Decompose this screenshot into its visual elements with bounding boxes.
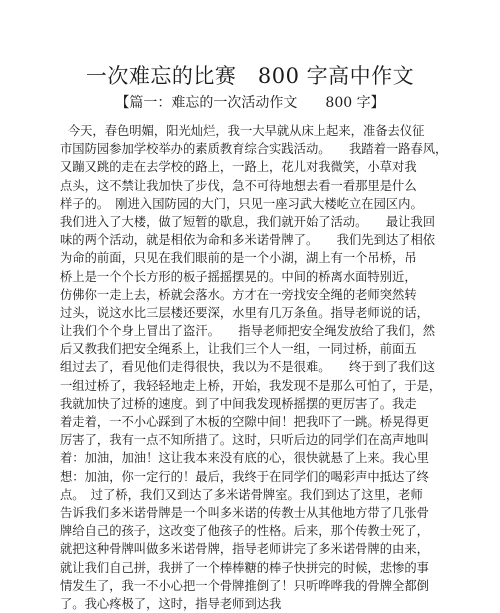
essay-line: 仿佛你一走上去，桥就会落水。方才在一旁找安全绳的老师突然转 xyxy=(60,287,417,302)
essay-line: 味的两个活动，就是相依为命和多米诺骨牌了。 我们先到达了相依 xyxy=(60,233,436,248)
essay-line: 着走着，一不小心踩到了木板的空隙中间！把我吓了一跳。桥晃得更 xyxy=(60,415,429,429)
essay-line: 我就加快了过桥的速度。到了中间我发现桥摇摆的更厉害了。我走 xyxy=(60,396,417,411)
essay-line: 市国防园参加学校举办的素质教育综合实践活动。 我踏着一路春风， xyxy=(60,142,448,157)
essay-line: 就把这种骨牌叫做多米诺骨牌，指导老师讲完了多米诺骨牌的由来， xyxy=(60,542,429,557)
essay-line: 我们进入了大楼，做了短暂的歇息，我们就开始了活动。 最让我回 xyxy=(60,214,436,229)
essay-line: 今天，春色明媚，阳光灿烂，我一大早就从床上起来，准备去仪征 xyxy=(60,124,425,138)
essay-line: 就让我们自己拼，我拼了一个棒棒糖的棒子快拼完的时候，悲惨的事 xyxy=(60,560,429,575)
essay-line: 牌给自己的孩子，这改变了他孩子的性格。后来，那个传教士死了， xyxy=(60,524,429,539)
essay-line: 组过去了，看见他们走得很快，我以为不是很难。 终于到了我们这 xyxy=(60,360,436,375)
essay-line: 点。 过了桥，我们又到达了多米诺骨牌室。我们到达了这里，老师 xyxy=(60,487,423,502)
essay-line: 告诉我们多米诺骨牌是一个叫多米诺的传教士从其他地方带了几张骨 xyxy=(60,505,429,520)
essay-line: 想：加油，你一定行的！最后，我终于在同学们的喝彩声中抵达了终 xyxy=(60,469,429,484)
essay-line: 厉害了，我有一点不知所措了。这时，只听后边的同学们在高声地叫 xyxy=(60,433,429,448)
essay-line: 一组过桥了，我轻轻地走上桥，开始，我发现不是那么可怕了，于是， xyxy=(60,378,442,393)
essay-line: 点头，这不禁让我加快了步伐，急不可待地想去看一看那里是什么 xyxy=(60,178,417,193)
essay-line: 样子的。 刚进入国防园的大门，只见一座习武大楼屹立在园区内。 xyxy=(60,196,423,211)
essay-line: 情发生了，我一不小心把一个骨牌推倒了！只听哗哗我的骨牌全都倒 xyxy=(60,578,429,593)
essay-line: 着：加油，加油！这让我本来没有底的心，很快就悬了上来。我心里 xyxy=(60,451,429,466)
essay-line: 了。我心疼极了，这时，指导老师到达我 xyxy=(60,596,282,611)
essay-line: 为命的前面，只见在我们眼前的是一个小湖，湖上有一个吊桥，吊 xyxy=(60,251,417,266)
essay-line: 让我们个个身上冒出了盗汗。 指导老师把安全绳发放给了我们，然 xyxy=(60,324,436,339)
essay-line: 桥上是一个个长方形的板子摇摇摆晃的。中间的桥离水面特别近， xyxy=(60,269,417,284)
essay-line: 后又教我们把安全绳系上，让我们三个人一组，一同过桥，前面五 xyxy=(60,342,417,357)
document-title: 一次难忘的比赛 800 字高中作文 xyxy=(85,64,415,88)
essay-line: 又蹦又跳的走在去学校的路上，一路上，花儿对我微笑，小草对我 xyxy=(60,160,417,175)
essay-line: 过头，说这水比三层楼还要深，水里有几万条鱼。指导老师说的话， xyxy=(60,305,429,320)
document-subtitle: 【篇一：难忘的一次活动作文 800 字】 xyxy=(115,95,385,111)
essay-body xyxy=(60,122,480,613)
